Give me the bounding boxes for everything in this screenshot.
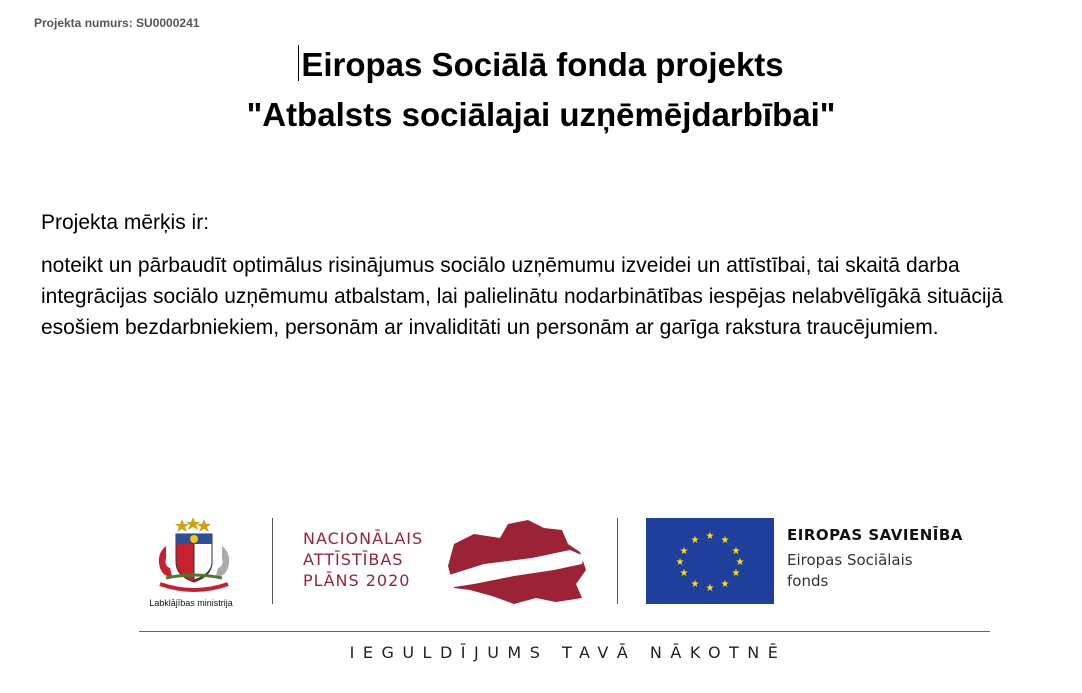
footer-slogan: IEGULDĪJUMS TAVĀ NĀKOTNĒ <box>349 643 787 662</box>
logo-strip <box>0 510 1082 620</box>
nap-line-3: PLĀNS 2020 <box>303 571 411 590</box>
text-cursor <box>298 45 299 81</box>
coat-of-arms-icon <box>136 518 246 596</box>
project-number: Projekta numurs: SU0000241 <box>34 16 200 30</box>
svg-text:★: ★ <box>731 546 741 557</box>
nap-logo-text <box>303 528 423 591</box>
goal-heading: Projekta mērķis ir: <box>41 211 210 234</box>
goal-text: noteikt un pārbaudīt optimālus risinājumus sociālo uzņēmumu izveidei un attīstībai, tai skaitā darba integrācijas sociālo uzņēmumu atbalstam, lai palielinātu nodarbinātības iespējas nelabvēlīgākā situācijā esošiem bezdarbniekiem, personām ar invaliditāti un personām ar garīga rakstura traucējumiem. <box>41 254 1003 339</box>
eu-logo-text <box>787 526 963 592</box>
nap-line-1: NACIONĀLAIS <box>303 529 424 548</box>
svg-text:★: ★ <box>705 531 715 542</box>
title-line-1: Eiropas Sociālā fonda projekts <box>301 46 784 83</box>
ministry-logo <box>136 518 246 613</box>
divider <box>272 518 273 604</box>
page-title <box>0 40 1082 140</box>
svg-text:★: ★ <box>679 568 689 579</box>
eu-subtitle: Eiropas Sociālais fonds <box>787 551 913 590</box>
svg-text:★: ★ <box>720 579 730 590</box>
eu-flag-icon <box>646 518 774 604</box>
svg-text:★: ★ <box>679 546 689 557</box>
divider <box>617 518 618 604</box>
svg-text:★: ★ <box>675 557 685 568</box>
footer-divider <box>139 631 990 632</box>
svg-text:★: ★ <box>690 579 700 590</box>
nap-line-2: ATTĪSTĪBAS <box>303 550 404 569</box>
svg-text:★: ★ <box>735 557 745 568</box>
eu-title: EIROPAS SAVIENĪBA <box>787 526 963 544</box>
svg-text:★: ★ <box>731 568 741 579</box>
svg-text:★: ★ <box>705 583 715 594</box>
svg-text:★: ★ <box>720 535 730 546</box>
ministry-caption: Labklājības ministrija <box>149 598 233 608</box>
svg-text:★: ★ <box>690 535 700 546</box>
title-line-2: "Atbalsts sociālajai uzņēmējdarbībai" <box>246 96 836 133</box>
latvia-map-icon <box>444 518 589 606</box>
